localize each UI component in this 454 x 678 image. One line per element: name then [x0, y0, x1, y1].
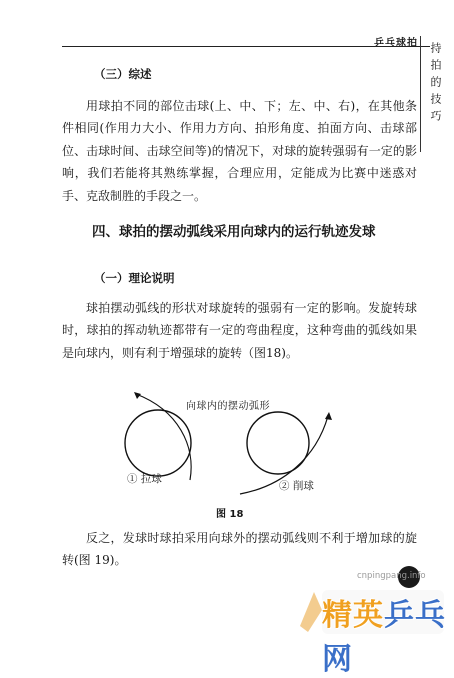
swing-arc-left	[136, 394, 191, 480]
section-4-title: 四、球拍的摆动弧线采用向球内的运行轨迹发球	[92, 224, 376, 240]
watermark-url: cnpingpang.info	[357, 571, 426, 581]
closing-paragraph: 反之，发球时球拍采用向球外的摆动弧线则不利于增加球的旋转(图 19)。	[62, 531, 417, 568]
section-4-paragraph: 球拍摆动弧线的形状对球旋转的强弱有一定的影响。发旋转球时，球拍的挥动轨迹都带有一定的弯曲程度，这种弯曲的弧线如果是向球内，则有利于增强球的旋转（图18)。	[62, 301, 417, 360]
side-tab	[420, 36, 443, 152]
side-tab-label: 持拍的技巧	[429, 42, 442, 127]
arrow-head-right	[325, 412, 332, 420]
figure-number: 图 18	[216, 509, 244, 520]
section-3-paragraph: 用球拍不同的部位击球(上、中、下；左、中、右)，在其他条件相同(作用力大小、作用力方向、拍形角度、拍面方向、击球部位、击球时间、击球空间等)的情况下，对球的旋转强弱有一定的影响，我们若能将其熟练掌握，合理应用，定能成为比赛中迷惑对手、克敌制胜的手段之一。	[62, 99, 417, 203]
section-3-heading: （三）综述	[94, 67, 152, 81]
watermark-text-a: 精英	[322, 598, 384, 633]
figure-label-left: ① 拉球	[127, 473, 162, 485]
running-header-title: 乒乓球拍	[374, 38, 418, 49]
watermark-text-b: 乒乓网	[322, 598, 446, 677]
section-4-subheading: （一）理论说明	[94, 271, 175, 285]
watermark-text	[322, 590, 454, 678]
figure-label-right: ② 削球	[279, 480, 314, 492]
header-rule	[62, 46, 430, 47]
ball-left	[125, 410, 191, 476]
figure-caption-top: 向球内的摆动弧形	[186, 401, 270, 412]
